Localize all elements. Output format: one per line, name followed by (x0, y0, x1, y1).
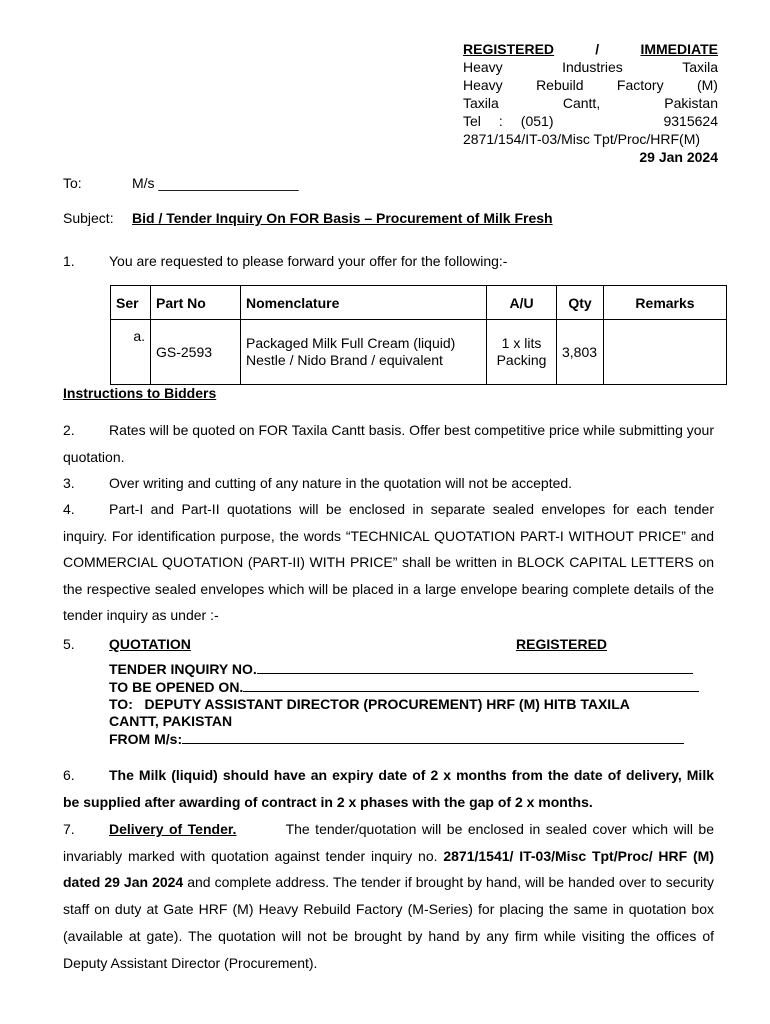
address-word: Industries (562, 59, 623, 75)
address-word: Heavy (463, 59, 503, 75)
subject-text: Bid / Tender Inquiry On FOR Basis – Procurement of Milk Fresh (132, 210, 553, 226)
tel-colon: : (498, 113, 503, 129)
immediate-label: IMMEDIATE (640, 41, 718, 57)
envelope-to-label: TO: (109, 696, 133, 712)
para-4-number: 4. (63, 501, 75, 517)
address-word: Factory (616, 77, 664, 93)
address-word: (M) (696, 77, 718, 93)
classification-separator: / (595, 41, 600, 57)
para-3-text: Over writing and cutting of any nature in the quotation will not be accepted. (109, 475, 573, 491)
from-blank (182, 730, 684, 744)
tender-inquiry-no-label: TENDER INQUIRY NO. (109, 661, 257, 677)
para-4-text: Part-I and Part-II quotations will be enclosed in separate sealed envelopes for each tender inquiry. For identification purpose, the words “TECHNICAL QUOTATION PART-I WITHOUT PRICE” and COMMERCIAL QUOTATION (PART-II) WITH PRICE” shall be written in BLOCK CAPITAL LETTERS on the respective sealed envelopes which will be placed in a large envelope bearing complete details of the tender inquiry as under :- (63, 501, 714, 623)
address-word: Taxila (682, 59, 718, 75)
para-1-number: 1. (63, 253, 75, 269)
col-header-qty: Qty (557, 286, 604, 320)
para-2 (63, 417, 714, 470)
from-label: FROM M/s: (109, 731, 183, 747)
cell-ser: a. (111, 320, 151, 385)
para-6 (63, 762, 714, 816)
para-7-text-a: The tender/quotation will be enclosed in sealed cover which will be invariably marked with quotation against tender inquiry no. (63, 821, 714, 864)
para-7-reference: 2871/1541/ IT-03/Misc Tpt/Proc/ HRF (M) dated 29 Jan 2024 (63, 847, 714, 891)
address-word: Taxila (463, 95, 499, 111)
envelope-to-line-2: CANTT, PAKISTAN (109, 713, 233, 729)
col-header-remarks: Remarks (604, 286, 727, 320)
para-3-number: 3. (63, 475, 75, 491)
letter-date: 29 Jan 2024 (639, 149, 718, 165)
tel-area-code: (051) (520, 113, 554, 129)
address-line-1 (463, 58, 718, 76)
address-line-3 (463, 94, 718, 112)
tel-number: 9315624 (663, 113, 718, 129)
classification-line (463, 40, 718, 58)
opened-on-line (109, 678, 719, 696)
instructions-heading: Instructions to Bidders (63, 385, 217, 401)
col-header-part-no: Part No (151, 286, 241, 320)
envelope-to-line (109, 696, 719, 713)
para-1-text: You are requested to please forward your offer for the following:- (109, 253, 508, 269)
para-2-text: Rates will be quoted on FOR Taxila Cantt basis. Offer best competitive price while submitting your quotation. (63, 422, 714, 465)
table-header-row (111, 286, 727, 320)
registered-envelope-label: REGISTERED (516, 636, 608, 652)
from-line (109, 730, 719, 748)
to-be-opened-on-label: TO BE OPENED ON. (109, 679, 244, 695)
para-7-heading: Delivery of Tender. (109, 821, 237, 837)
para-6-number: 6. (63, 767, 75, 783)
cell-remarks (604, 320, 727, 385)
para-7-text-b: and complete address. The tender if brought by hand, will be handed over to security staff on duty at Gate HRF (M) Heavy Rebuild Factory (M-Series) for placing the same in quotation box (available at gate). The quotation will not be brought by hand by any firm while visiting the offices of Deputy Assistant Director (Procurement). (63, 874, 714, 971)
nomenclature-line-2: Nestle / Nido Brand / equivalent (246, 352, 443, 368)
cell-nomenclature (241, 320, 487, 385)
subject-label: Subject: (63, 210, 114, 226)
registered-label: REGISTERED (463, 41, 555, 57)
au-line-2: Packing (496, 352, 547, 368)
para-5-number: 5. (63, 636, 75, 652)
letterhead (463, 40, 718, 166)
cell-part-no: GS-2593 (151, 320, 241, 385)
cell-qty: 3,803 (557, 320, 604, 385)
telephone-prefix (463, 112, 553, 130)
col-header-ser: Ser (111, 286, 151, 320)
address-word: Cantt, (562, 95, 601, 111)
para-2-number: 2. (63, 422, 75, 438)
cell-au (487, 320, 557, 385)
reference-number: 2871/154/IT-03/Misc Tpt/Proc/HRF(M) (463, 131, 701, 147)
opened-on-blank (243, 678, 699, 692)
table-row (111, 320, 727, 385)
to-recipient: M/s __________________ (132, 175, 299, 191)
nomenclature-line-1: Packaged Milk Full Cream (liquid) (246, 335, 456, 351)
tender-inquiry-line (109, 660, 719, 678)
au-line-1: 1 x lits (501, 335, 542, 351)
col-header-nomenclature: Nomenclature (241, 286, 487, 320)
envelope-details (109, 660, 719, 748)
address-line-2 (463, 76, 718, 94)
tel-label: Tel (463, 113, 481, 129)
quotation-label: QUOTATION (109, 636, 191, 652)
col-header-au: A/U (487, 286, 557, 320)
envelope-to-address: DEPUTY ASSISTANT DIRECTOR (PROCUREMENT) HRF (M) HITB TAXILA (144, 696, 630, 712)
para-7 (63, 816, 714, 976)
address-word: Heavy (463, 77, 503, 93)
items-table (110, 285, 727, 385)
para-6-text: The Milk (liquid) should have an expiry date of 2 x months from the date of delivery, Milk be supplied after awarding of contract in 2 x phases with the gap of 2 x months. (63, 767, 714, 810)
address-word: Pakistan (664, 95, 718, 111)
para-7-number: 7. (63, 821, 75, 837)
telephone-line (463, 112, 718, 130)
to-label: To: (63, 175, 82, 191)
tender-inquiry-blank (257, 660, 693, 674)
address-word: Rebuild (536, 77, 584, 93)
para-4 (63, 496, 714, 629)
